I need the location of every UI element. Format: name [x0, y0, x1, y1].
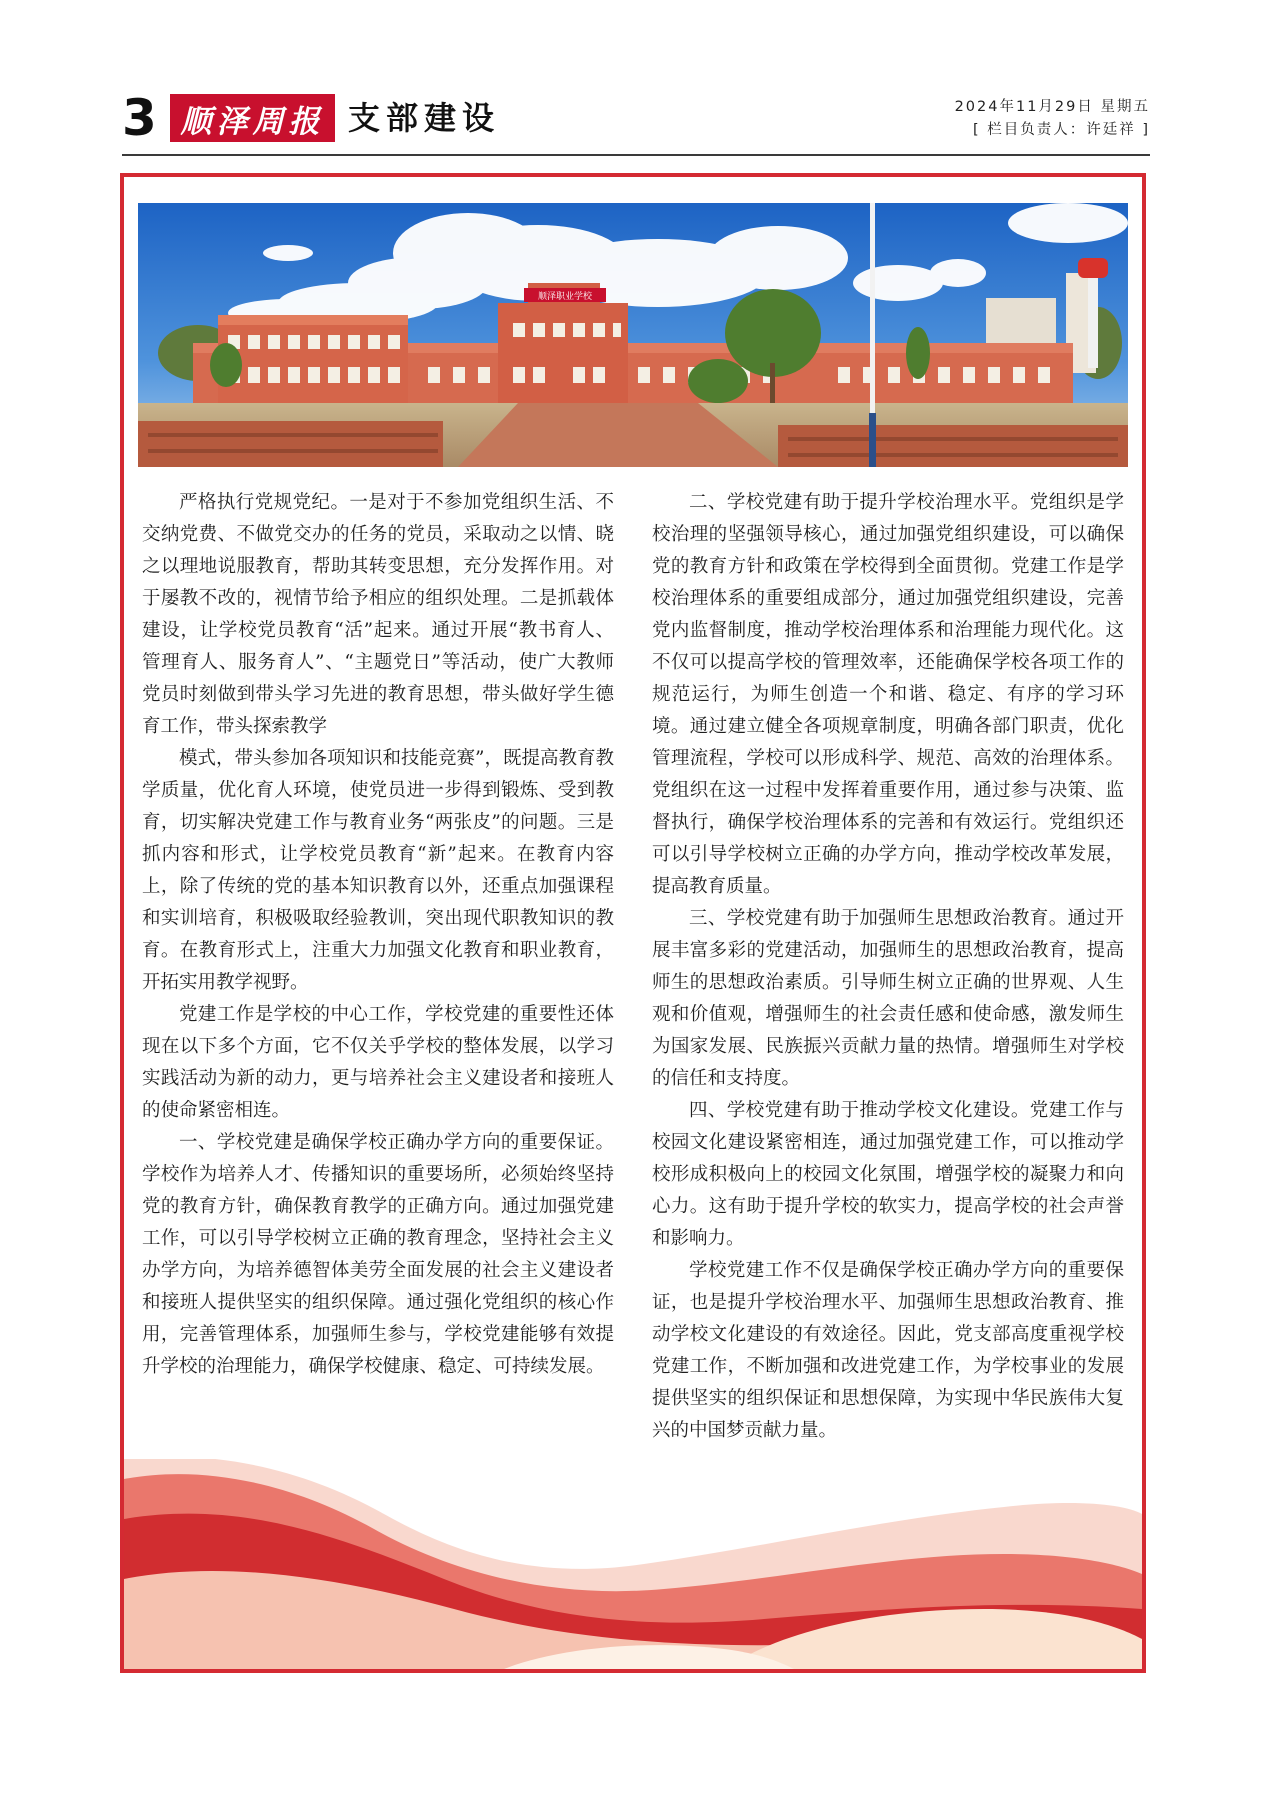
masthead — [122, 90, 1150, 154]
paragraph: 模式，带头参加各项知识和技能竞赛”，既提高教育教学质量，优化育人环境，使党员进一步得到锻炼、受到教育，切实解决党建工作与教育业务“两张皮”的问题。三是抓内容和形式，让学校党员教育“新”起来。在教育内容上，除了传统的党的基本知识教育以外，还重点加强课程和实训培育，积极吸取经验教训，突出现代职教知识的教育。在教育形式上，注重大力加强文化教育和职业教育，开拓实用教学视野。 — [142, 748, 614, 993]
paragraph: 学校党建工作不仅是确保学校正确办学方向的重要保证，也是提升学校治理水平、加强师生思想政治教育、推动学校文化建设的有效途径。因此，党支部高度重视学校党建工作，不断加强和改进党建工作，为学校事业的发展提供坚实的组织保证和思想保障，为实现中华民族伟大复兴的中国梦贡献力量。 — [652, 1260, 1124, 1441]
school-campus-photo — [138, 203, 1128, 467]
paragraph: 一、学校党建是确保学校正确办学方向的重要保证。学校作为培养人才、传播知识的重要场所，必须始终坚持党的教育方针，确保教育教学的正确方向。通过加强党建工作，可以引导学校树立正确的教育理念，坚持社会主义办学方向，为培养德智体美劳全面发展的社会主义建设者和接班人提供坚实的组织保障。通过强化党组织的核心作用，完善管理体系，加强师生参与，学校党建能够有效提升学校的治理能力，确保学校健康、稳定、可持续发展。 — [142, 1132, 614, 1377]
page-number: 3 — [122, 89, 157, 147]
school-sign-text: 顺泽职业学校 — [537, 292, 593, 302]
paragraph: 党建工作是学校的中心工作，学校党建的重要性还体现在以下多个方面，它不仅关乎学校的整体发展，以学习实践活动为新的动力，更与培养社会主义建设者和接班人的使命紧密相连。 — [142, 1004, 614, 1121]
newspaper-name: 顺泽周报 — [180, 103, 325, 140]
column-editor: [ 栏目负责人：许廷祥 ] — [972, 122, 1150, 138]
header-divider — [122, 154, 1150, 156]
newspaper-logo — [170, 94, 335, 142]
article-right-column — [652, 487, 1124, 1447]
issue-info — [955, 96, 1150, 142]
decorative-wave-background — [124, 1459, 1142, 1669]
article-frame — [120, 173, 1146, 1673]
paragraph: 严格执行党规党纪。一是对于不参加党组织生活、不交纳党费、不做党交办的任务的党员，采取动之以情、晓之以理地说服教育，帮助其转变思想，充分发挥作用。对于屡教不改的，视情节给予相应的组织处理。二是抓载体建设，让学校党员教育“活”起来。通过开展“教书育人、管理育人、服务育人”、“主题党日”等活动，使广大教师党员时刻做到带头学习先进的教育思想，带头做好学生德育工作，带头探索教学 — [142, 492, 614, 737]
paragraph: 三、学校党建有助于加强师生思想政治教育。通过开展丰富多彩的党建活动，加强师生的思想政治教育，提高师生的思想政治素质。引导师生树立正确的世界观、人生观和价值观，增强师生的社会责任感和使命感，激发师生为国家发展、民族振兴贡献力量的热情。增强师生对学校的信任和支持度。 — [652, 908, 1124, 1089]
article-left-column — [142, 487, 614, 1383]
issue-date: 2024年11月29日 星期五 — [954, 99, 1150, 115]
paragraph: 二、学校党建有助于提升学校治理水平。党组织是学校治理的坚强领导核心，通过加强党组织建设，可以确保党的教育方针和政策在学校得到全面贯彻。党建工作是学校治理体系的重要组成部分，通过加强党组织建设，完善党内监督制度，推动学校治理体系和治理能力现代化。这不仅可以提高学校的管理效率，还能确保学校各项工作的规范运行，为师生创造一个和谐、稳定、有序的学习环境。通过建立健全各项规章制度，明确各部门职责，优化管理流程，学校可以形成科学、规范、高效的治理体系。党组织在这一过程中发挥着重要作用，通过参与决策、监督执行，确保学校治理体系的完善和有效运行。党组织还可以引导学校树立正确的办学方向，推动学校改革发展，提高教育质量。 — [652, 492, 1124, 897]
paragraph: 四、学校党建有助于推动学校文化建设。党建工作与校园文化建设紧密相连，通过加强党建工作，可以推动学校形成积极向上的校园文化氛围，增强学校的凝聚力和向心力。这有助于提升学校的软实力，提高学校的社会声誉和影响力。 — [652, 1100, 1124, 1249]
section-title: 支部建设 — [348, 99, 501, 137]
